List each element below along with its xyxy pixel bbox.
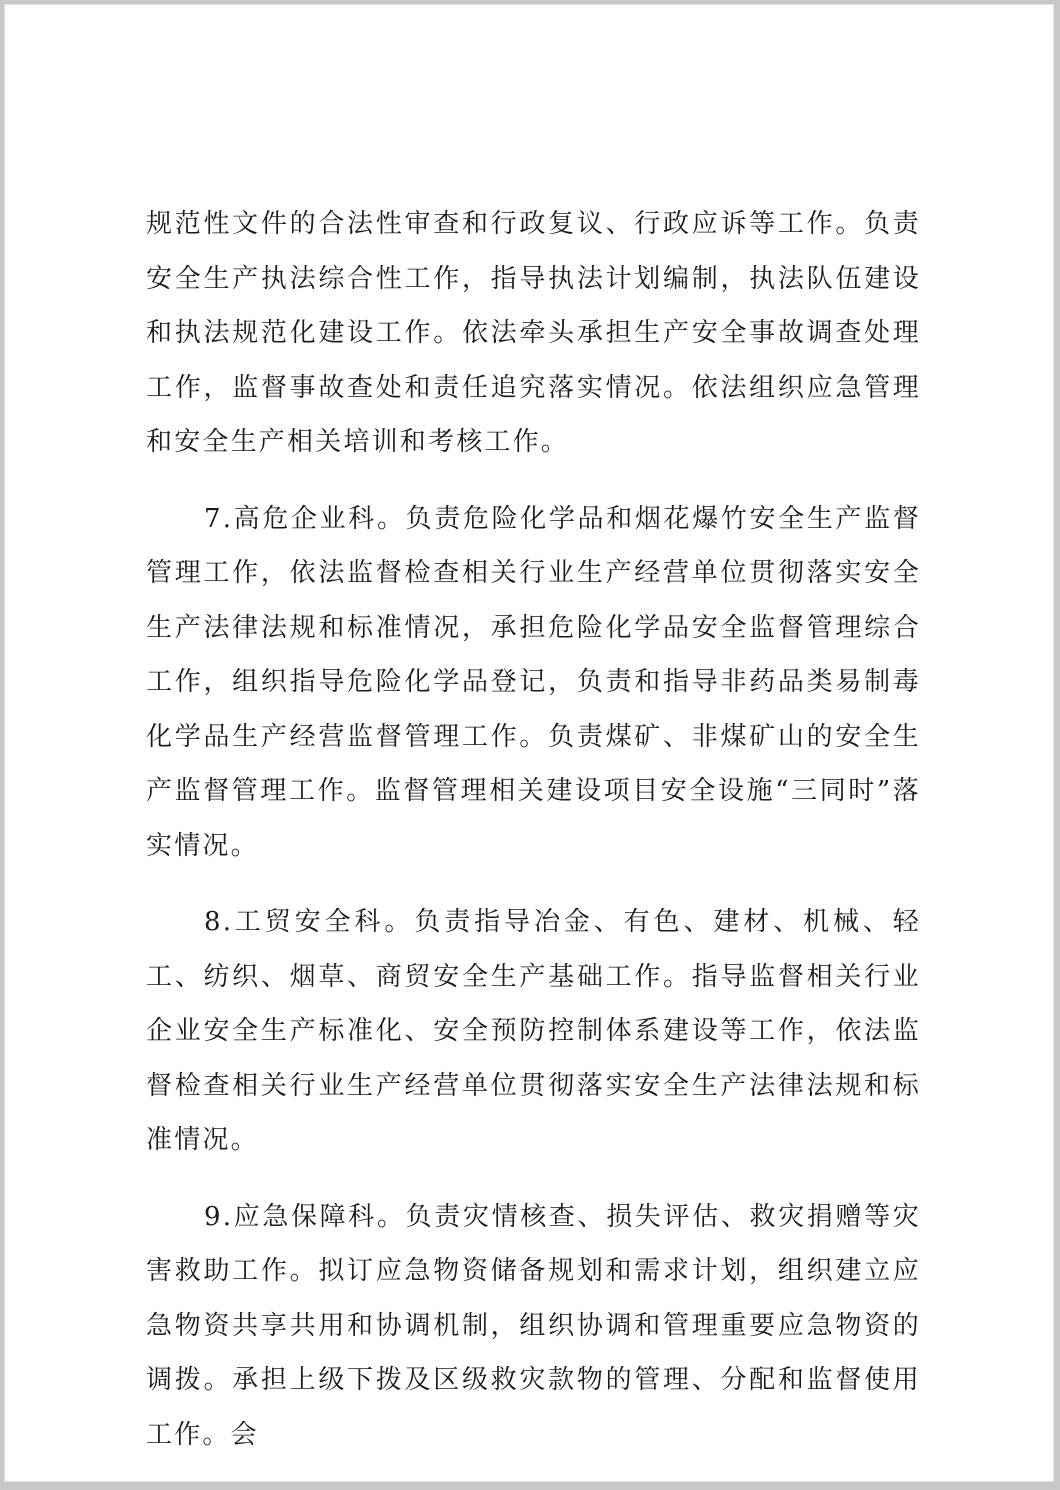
paragraph-continued: 规范性文件的合法性审查和行政复议、行政应诉等工作。负责安全生产执法综合性工作，指导执法计划编制，执法队伍建设和执法规范化建设工作。依法牵头承担生产安全事故调查处理工作，监督事故查处和责任追究落实情况。依法组织应急管理和安全生产相关培训和考核工作。 (146, 209, 921, 457)
paragraph-item-9-emergency-support: 9.应急保障科。负责灾情核查、损失评估、救灾捐赠等灾害救助工作。拟订应急物资储备规划和需求计划，组织建立应急物资共享共用和协调机制，组织协调和管理重要应急物资的调拨。承担上级下拨及区级救灾款物的管理、分配和监督使用工作。会 (146, 1201, 921, 1450)
document-page (4, 4, 1054, 1482)
paragraph-item-7-high-risk-enterprises: 7.高危企业科。负责危险化学品和烟花爆竹安全生产监督管理工作，依法监督检查相关行业生产经营单位贯彻落实安全生产法律法规和标准情况，承担危险化学品安全监督管理综合工作，组织指导危险化学品登记，负责和指导非药品类易制毒化学品生产经营监督管理工作。负责煤矿、非煤矿山的安全生产监督管理工作。监督管理相关建设项目安全设施“三同时”落实情况。 (146, 503, 921, 861)
paragraph-item-8-industry-trade-safety: 8.工贸安全科。负责指导冶金、有色、建材、机械、轻工、纺织、烟草、商贸安全生产基础工作。指导监督相关行业企业安全生产标准化、安全预防控制体系建设等工作，依法监督检查相关行业生产经营单位贯彻落实安全生产法律法规和标准情况。 (146, 907, 921, 1155)
document-body (146, 197, 921, 1462)
